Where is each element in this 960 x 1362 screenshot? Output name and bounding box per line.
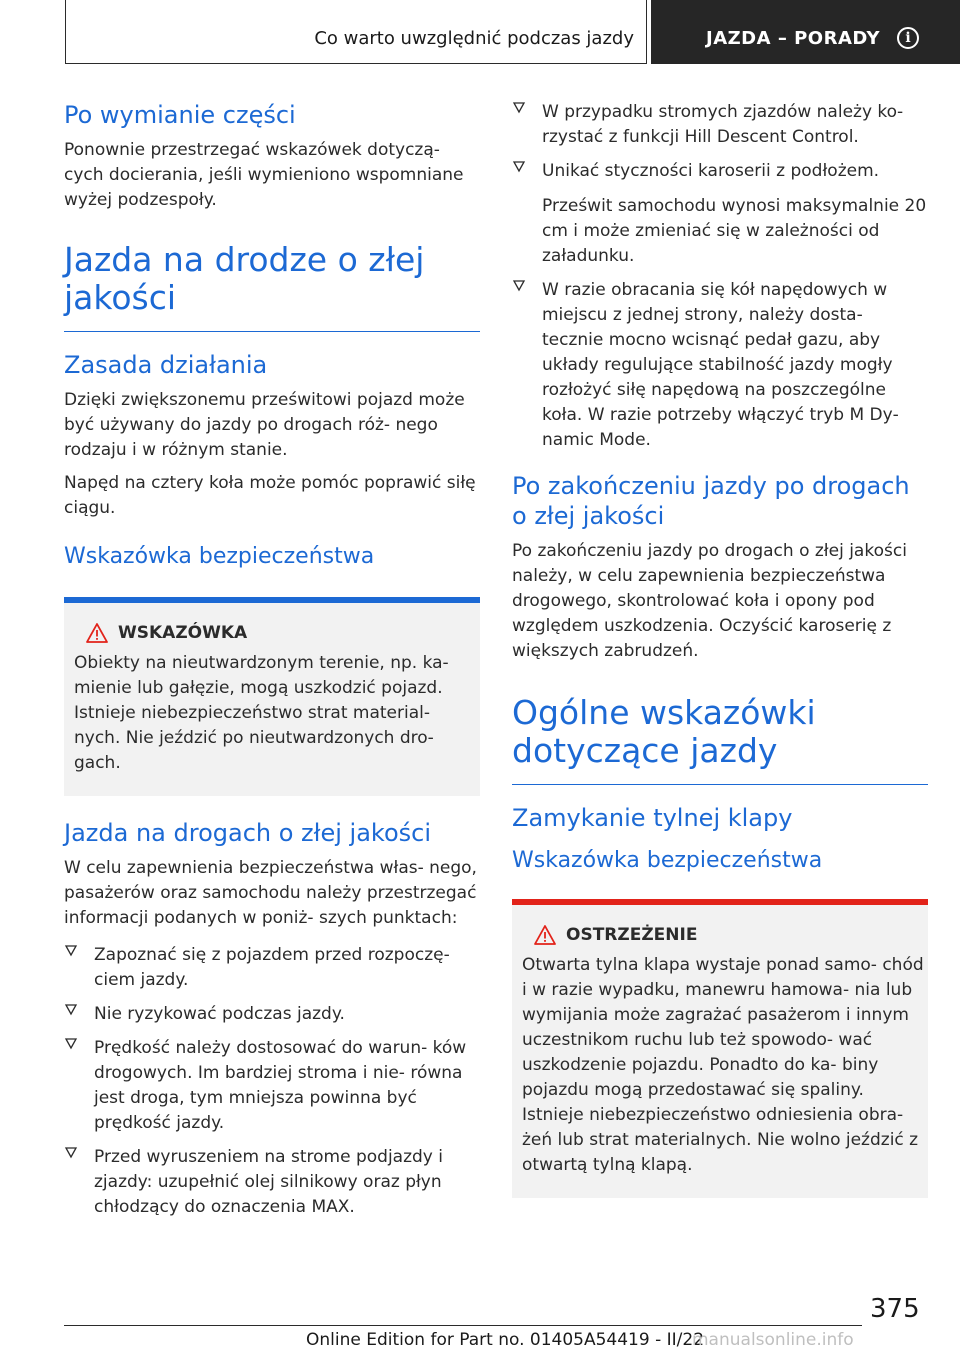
driving-list-continued — [512, 100, 928, 453]
triangle-bullet-icon — [64, 1002, 78, 1016]
watermark: manualsonline.info — [692, 1330, 854, 1350]
heading-tailgate: Zamykanie tylnej klapy — [512, 804, 793, 832]
warning-text: Otwarta tylna klapa wystaje ponad samo‐ chód i w razie wypadku, manewru hamowa‐ nia lub wymijania może zagrażać pasażerom i innym uczestnikom ruchu lub też spowodo‐ wać uszkodzenie pojazdu. Ponadto do ka‐ biny pojazdu mogą przedostawać się spaliny. Istnieje niebezpieczeństwo odniesienia obra‐ żeń lub strat materialnych. Nie wolno jeździć z otwartą tylną klapą. — [522, 955, 924, 1175]
heading-after-replacement: Po wymianie części — [64, 101, 296, 129]
info-icon: i — [897, 27, 919, 49]
edition-note: Online Edition for Part no. 01405A54419 - II/22 — [306, 1330, 705, 1350]
list-item: Zapoznać się z pojazdem przed rozpoczę‐ ciem jazdy. — [64, 943, 480, 993]
left-column — [64, 100, 480, 1229]
paragraph-driving: W celu zapewnienia bezpieczeństwa włas‐ nego, pasażerów oraz samochodu należy przestrzegać informacji podanych w poniż‐ szych punktach: — [64, 858, 477, 928]
list-item: W przypadku stromych zjazdów należy ko‐ rzystać z funkcji Hill Descent Control. — [512, 100, 928, 150]
triangle-bullet-icon — [512, 159, 526, 173]
heading-bad-road: Jazda na drodze o złej jakości — [64, 240, 425, 317]
divider — [512, 784, 928, 785]
running-header-section — [65, 0, 647, 64]
paragraph-after-driving: Po zakończeniu jazdy po drogach o złej jakości należy, w celu zapewnienia bezpieczeństwa drogowego, skontrolować koła i opony pod względem uszkodzenia. Oczyścić karoserię z większych zabrudzeń. — [512, 541, 907, 661]
warning-box — [512, 899, 928, 1198]
list-item: Nie ryzykować podczas jazdy. — [64, 1002, 480, 1027]
warning-triangle-icon — [534, 925, 556, 945]
heading-after-driving: Po zakończeniu jazdy po drogach o złej jakości — [512, 472, 910, 530]
heading-safety-warning: Wskazówka bezpieczeństwa — [512, 848, 823, 873]
heading-safety-note: Wskazówka bezpieczeństwa — [64, 544, 375, 569]
paragraph-principle-1: Dzięki zwiększonemu prześwitowi pojazd może być używany do jazdy po drogach róż‐ nego rodzaju i w różnym stanie. — [64, 390, 465, 460]
chapter-tab — [651, 0, 960, 64]
note-text: Obiekty na nieutwardzonym terenie, np. ka‐ mienie lub gałęzie, mogą uszkodzić pojazd. Istnieje niebezpieczeństwo strat material‐ nych. Nie jeździć po nieutwardzonych dro‐ gach. — [74, 653, 449, 773]
page-number: 375 — [870, 1294, 920, 1324]
section-title: Co warto uwzględnić podczas jazdy — [314, 28, 634, 49]
warning-triangle-icon — [86, 623, 108, 643]
chapter-label: JAZDA – PORADY — [706, 28, 881, 49]
triangle-bullet-icon — [64, 1036, 78, 1050]
list-item: Unikać styczności karoserii z podłożem. Prześwit samochodu wynosi maksymalnie 20 cm i może zmieniać się w zależności od załadunku. — [512, 159, 928, 269]
list-item: Przed wyruszeniem na strome podjazdy i zjazdy: uzupełnić olej silnikowy oraz płyn chłodzący do oznaczenia MAX. — [64, 1145, 480, 1220]
heading-principle: Zasada działania — [64, 351, 268, 379]
heading-driving-bad-roads: Jazda na drogach o złej jakości — [64, 819, 431, 847]
right-column — [512, 100, 928, 1220]
footer-divider — [64, 1325, 862, 1326]
warning-title: OSTRZEŻENIE — [566, 925, 698, 945]
list-item: W razie obracania się kół napędowych w miejscu z jednej strony, należy dosta‐ tecznie mocno wcisnąć pedał gazu, aby układy regulujące stabilność jazdy mogły rozłożyć siłę napędową na poszczególne koła. W razie potrzeby włączyć tryb M Dy‐ namic Mode. — [512, 278, 928, 453]
note-box — [64, 597, 480, 796]
note-title: WSKAZÓWKA — [118, 623, 248, 643]
paragraph-after-replacement: Ponownie przestrzegać wskazówek dotyczą‐ cych docierania, jeśli wymieniono wspomniane wyżej podzespoły. — [64, 140, 464, 210]
divider — [64, 331, 480, 332]
triangle-bullet-icon — [64, 1145, 78, 1159]
list-item-note: Prześwit samochodu wynosi maksymalnie 20 cm i może zmieniać się w zależności od załadunku. — [542, 196, 927, 266]
triangle-bullet-icon — [64, 943, 78, 957]
paragraph-principle-2: Napęd na cztery koła może pomóc poprawić siłę ciągu. — [64, 473, 476, 518]
list-item: Prędkość należy dostosować do warun‐ ków drogowych. Im bardziej stroma i nie‐ równa jest droga, tym mniejsza powinna być prędkość jazdy. — [64, 1036, 480, 1136]
heading-general-tips: Ogólne wskazówki dotyczące jazdy — [512, 693, 816, 770]
triangle-bullet-icon — [512, 100, 526, 114]
driving-list — [64, 943, 480, 1220]
triangle-bullet-icon — [512, 278, 526, 292]
